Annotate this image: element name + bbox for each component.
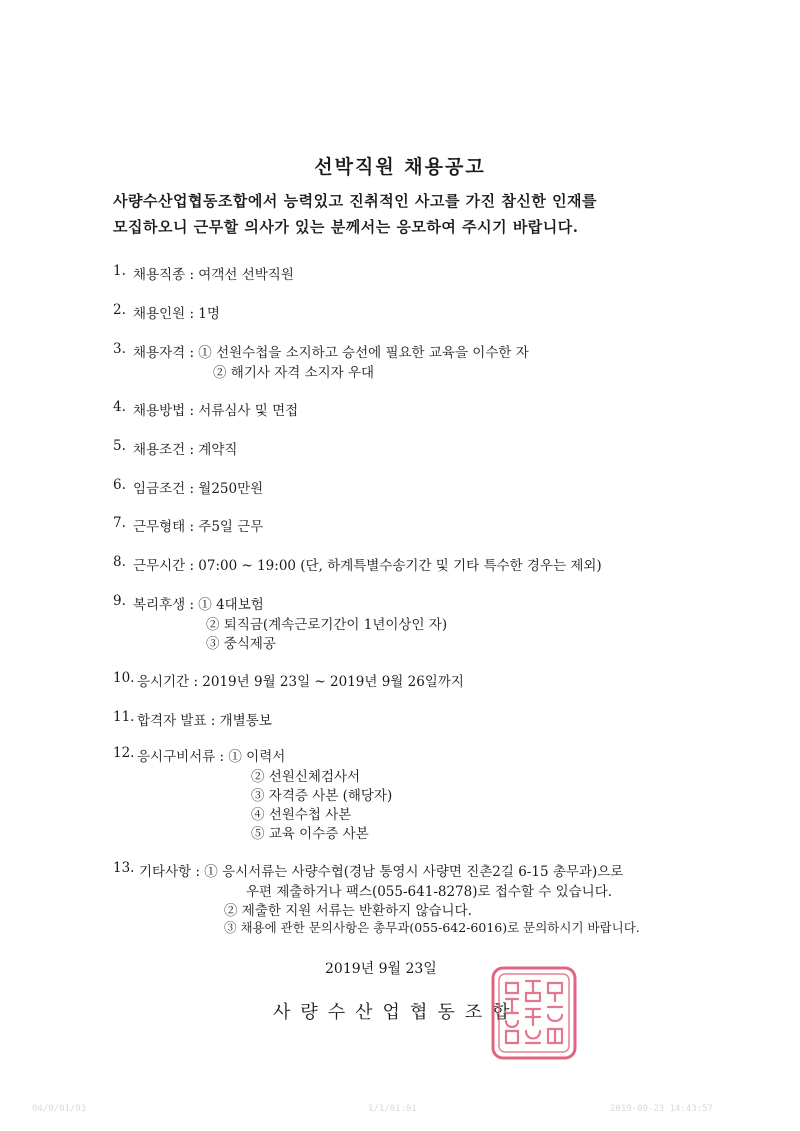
item-number: 4. xyxy=(113,399,126,415)
item-text: 채용조건 : 계약직 xyxy=(133,442,238,458)
item-12-sub-3: ④ 선원수첩 사본 xyxy=(251,807,352,823)
item-3-sub-1: ② 해기사 자격 소지자 우대 xyxy=(213,365,375,381)
scan-footer-left: 04/9/01/93 xyxy=(32,1104,87,1114)
item-number: 1. xyxy=(113,263,126,279)
item-13-sub-2: ② 제출한 지원 서류는 반환하지 않습니다. xyxy=(224,903,472,919)
item-number: 13. xyxy=(113,860,135,876)
item-text: 응시기간 : 2019년 9월 23일 ~ 2019년 9월 26일까지 xyxy=(137,674,464,690)
item-number: 9. xyxy=(113,593,126,609)
item-number: 2. xyxy=(113,302,126,318)
item-12-sub-4: ⑤ 교육 이수증 사본 xyxy=(251,826,369,842)
item-number: 8. xyxy=(113,554,126,570)
item-number: 6. xyxy=(113,477,126,493)
document-title: 선박직원 채용공고 xyxy=(314,156,486,178)
scan-footer-right: 2019-09-23 14:43:57 xyxy=(610,1104,713,1114)
item-number: 10. xyxy=(113,670,135,686)
item-number: 5. xyxy=(113,438,126,454)
item-9-sub-1: ② 퇴직금(계속근로기간이 1년이상인 자) xyxy=(206,617,448,633)
item-12-sub-2: ③ 자격증 사본 (해당자) xyxy=(251,788,393,804)
item-number: 12. xyxy=(113,745,135,761)
organization-name: 사량수산업협동조합 xyxy=(273,1002,520,1023)
intro-line-2: 모집하오니 근무할 의사가 있는 분께서는 응모하여 주시기 바랍니다. xyxy=(113,218,579,236)
item-text: 합격자 발표 : 개별통보 xyxy=(137,713,272,729)
item-text: 기타사항 : ① 응시서류는 사량수협(경남 통영시 사량면 진촌2길 6-15 총무과)으로 xyxy=(139,864,624,880)
item-text: 채용직종 : 여객선 선박직원 xyxy=(133,267,294,283)
item-text: 응시구비서류 : ① 이력서 xyxy=(137,749,286,765)
item-12-sub-1: ② 선원신체검사서 xyxy=(251,769,361,785)
intro-line-1: 사량수산업협동조합에서 능력있고 진취적인 사고를 가진 참신한 인재를 xyxy=(113,192,598,210)
item-text: 채용방법 : 서류심사 및 면접 xyxy=(133,403,299,419)
item-text: 채용자격 : ① 선원수첩을 소지하고 승선에 필요한 교육을 이수한 자 xyxy=(133,345,529,361)
item-number: 3. xyxy=(113,341,126,357)
item-9-sub-2: ③ 중식제공 xyxy=(206,636,276,652)
item-number: 7. xyxy=(113,515,126,531)
item-13-sub-1: 우편 제출하거나 팩스(055-641-8278)로 접수할 수 있습니다. xyxy=(246,884,613,900)
item-text: 임금조건 : 월250만원 xyxy=(133,481,264,497)
item-text: 근무시간 : 07:00 ~ 19:00 (단, 하계특별수송기간 및 기타 특수한 경우는 제외) xyxy=(133,558,602,574)
item-text: 복리후생 : ① 4대보험 xyxy=(133,597,264,613)
item-number: 11. xyxy=(113,709,135,725)
item-13-sub-3: ③ 채용에 관한 문의사항은 총무과(055-642-6016)로 문의하시기 바랍니다. xyxy=(224,920,640,935)
announcement-date: 2019년 9월 23일 xyxy=(325,961,437,977)
official-seal-stamp xyxy=(490,965,578,1061)
item-text: 근무형태 : 주5일 근무 xyxy=(133,519,264,535)
scan-footer-center: 1/1/01:01 xyxy=(368,1104,417,1114)
item-text: 채용인원 : 1명 xyxy=(133,306,220,322)
